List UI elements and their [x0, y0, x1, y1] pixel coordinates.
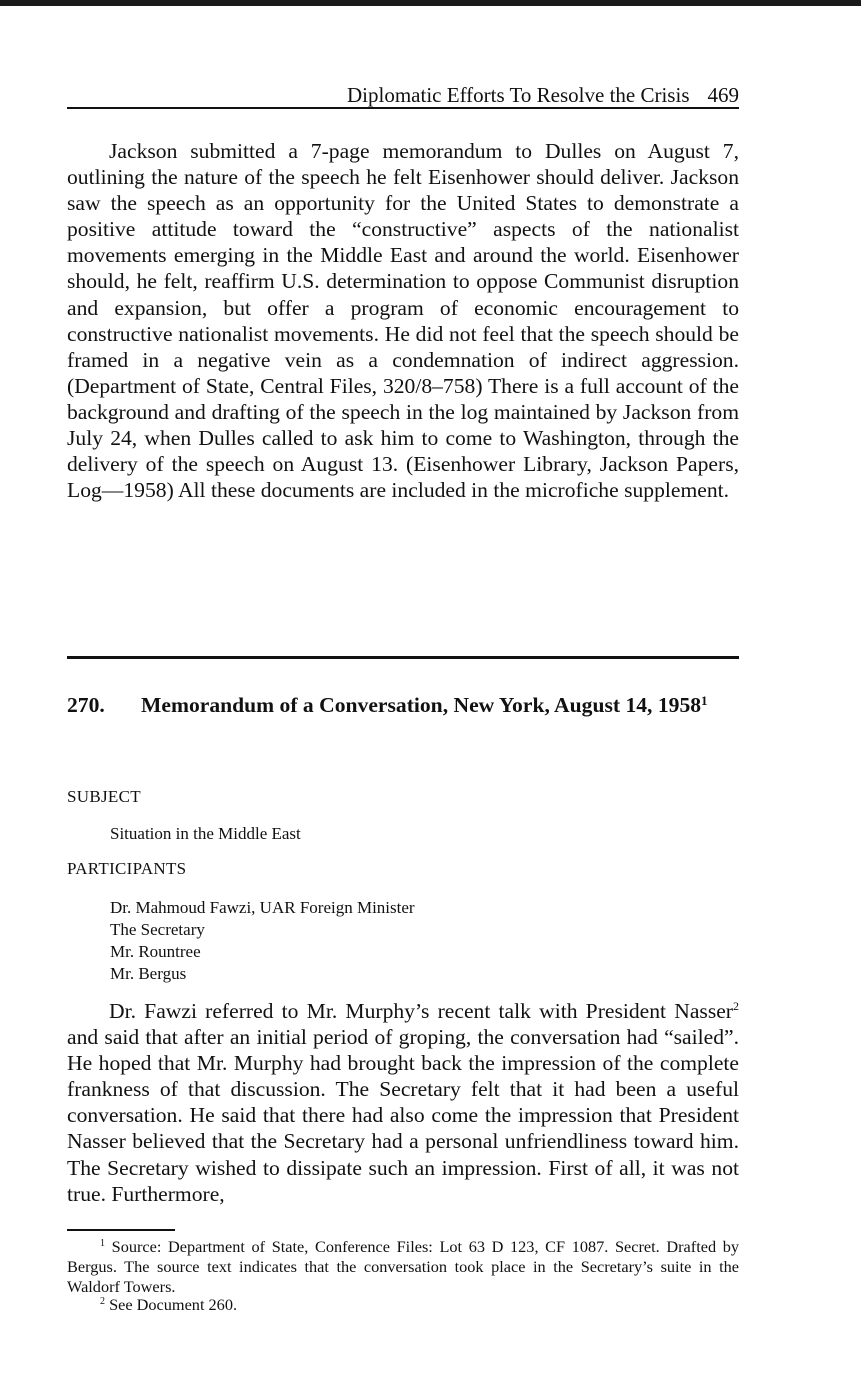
document-title-block: [141, 692, 721, 718]
memorandum-body: [67, 998, 739, 1207]
participant-item: Mr. Bergus: [110, 964, 187, 983]
memorandum-body-text-1: Dr. Fawzi referred to Mr. Murphy’s recent talk with President Nasser: [109, 999, 733, 1023]
footnote-1-marker: 1: [100, 1238, 105, 1249]
participants-list: [110, 897, 415, 985]
footnote-1: [67, 1237, 739, 1297]
footnote-1-text: Source: Department of State, Conference Files: Lot 63 D 123, CF 1087. Secret. Drafted by Bergus. The source text indicates that the conversation took place in the Secretary’s suite in the Waldorf Towers.: [67, 1237, 739, 1296]
body-footnote-ref: 2: [733, 999, 739, 1013]
document-footnote-ref: 1: [701, 693, 708, 708]
participant-item: Mr. Rountree: [110, 942, 201, 961]
participant-item: The Secretary: [110, 920, 205, 939]
participants-label: PARTICIPANTS: [67, 859, 187, 878]
footnote-2: [100, 1295, 772, 1315]
header-title: Diplomatic Efforts To Resolve the Crisis: [347, 83, 690, 107]
participant-item: Dr. Mahmoud Fawzi, UAR Foreign Minister: [110, 898, 415, 917]
section-divider: [67, 656, 739, 659]
running-header: [67, 83, 739, 109]
subject-label: SUBJECT: [67, 787, 141, 806]
document-title: Memorandum of a Conversation, New York, August 14, 1958: [141, 693, 702, 717]
page-number: 469: [707, 83, 739, 107]
footnote-rule: [67, 1229, 175, 1231]
intro-paragraph: Jackson submitted a 7-page memorandum to Dulles on August 7, outlining the nature of the speech he felt Eisenhower should deliver. Jackson saw the speech as an opportunity for the United States to demonstrate a positive attitude toward the “constructive” aspects of the nationalist movements emerging in the Middle East and around the world. Eisenhower should, he felt, reaffirm U.S. determination to oppose Communist disruption and expansion, but offer a program of economic encouragement to constructive nationalist movements. He did not feel that the speech should be framed in a negative vein as a condemnation of indirect aggression. (Department of State, Central Files, 320/8–758) There is a full account of the background and drafting of the speech in the log maintained by Jackson from July 24, when Dulles called to ask him to come to Washington, through the delivery of the speech on August 13. (Eisenhower Library, Jackson Papers, Log—1958) All these documents are included in the microfiche supplement.: [67, 139, 739, 503]
subject-text: Situation in the Middle East: [110, 824, 301, 843]
footnote-2-text: See Document 260.: [105, 1295, 238, 1314]
header-rule: [67, 107, 739, 109]
memorandum-body-text-2: and said that after an initial period of groping, the conversation had “sailed”. He hoped that Mr. Murphy had brought back the impression of the complete frankness of that discussion. The Secretary felt that it had been a useful conversation. He said that there had also come the impression that President Nasser believed that the Secretary had a personal unfriendliness toward him. The Secretary wished to dissipate such an impression. First of all, it was not true. Furthermore,: [67, 1025, 739, 1206]
footnote-2-marker: 2: [100, 1296, 105, 1307]
page-edge-band: [0, 0, 861, 6]
document-number: 270.: [67, 693, 105, 717]
running-header-text: [347, 83, 739, 108]
